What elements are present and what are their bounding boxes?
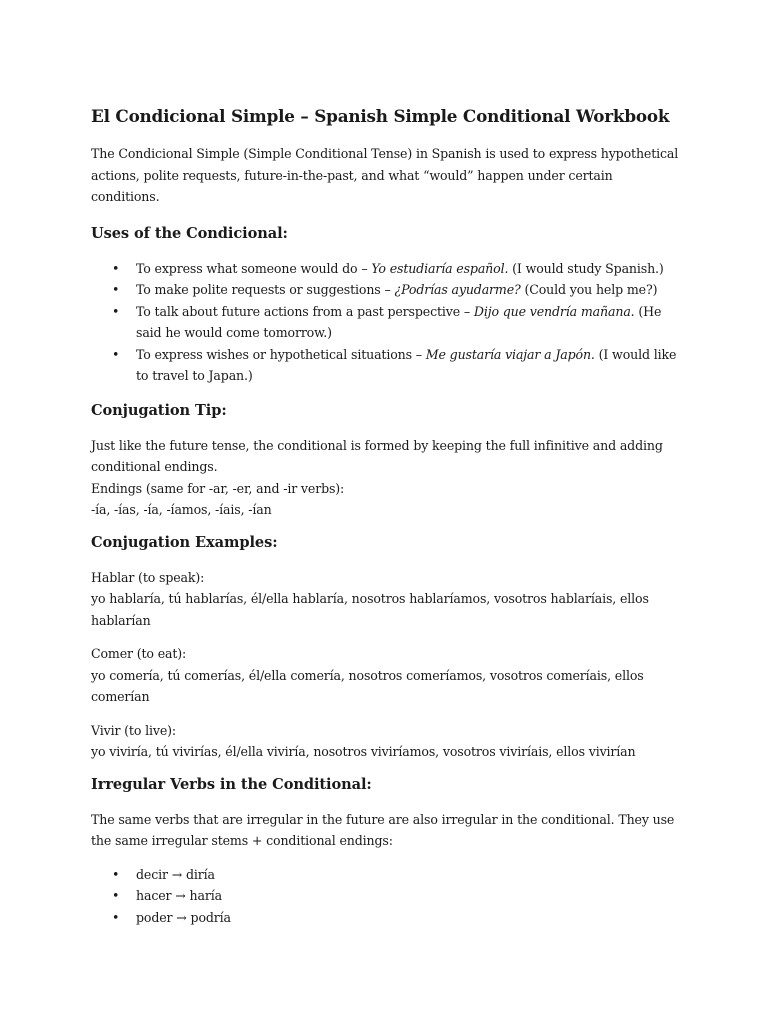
- verb-example-comer: [91, 643, 681, 708]
- bullet-icon: •: [112, 909, 120, 925]
- verb-forms: yo viviría, tú vivirías, él/ella viviría, nosotros viviríamos, vosotros viviríais, ellos vivirían: [91, 744, 636, 759]
- list-item: • hacer → haría: [91, 885, 681, 907]
- bullet-icon: •: [112, 282, 120, 297]
- uses-list: [91, 258, 681, 387]
- bullet-icon: •: [112, 346, 120, 362]
- list-item: • To talk about future actions from a past perspective – Dijo que vendría mañana. (He said he would come tomorrow.): [91, 301, 681, 344]
- verb-forms: yo hablaría, tú hablarías, él/ella hablaría, nosotros hablaríamos, vosotros hablaríais, ellos hablarían: [91, 591, 649, 628]
- irregular-paragraph: The same verbs that are irregular in the future are also irregular in the conditional. They use the same irregular stems + conditional endings:: [91, 811, 675, 848]
- bullet-icon: •: [112, 888, 120, 903]
- example-sentence: Yo estudiaría español.: [371, 260, 509, 276]
- list-item: • poder → podría: [91, 907, 681, 929]
- verb-label: Hablar (to speak):: [91, 569, 205, 585]
- document-page: [91, 104, 681, 942]
- tip-heading: Conjugation Tip:: [91, 401, 227, 419]
- tip-paragraph: Just like the future tense, the conditional is formed by keeping the full infinitive and adding conditional endings. Endings (same for -ar, -er, and -ir verbs): -ía, -ías, -ía, -íamos, -íais, -ían: [91, 437, 663, 517]
- list-item: • To express what someone would do – Yo estudiaría español. (I would study Spanish.): [91, 258, 681, 280]
- list-item: • To make polite requests or suggestions – ¿Podrías ayudarme? (Could you help me?): [91, 279, 681, 301]
- verb-forms: yo comería, tú comerías, él/ella comería, nosotros comeríamos, vosotros comeríais, ellos comerían: [91, 667, 644, 704]
- bullet-icon: •: [112, 260, 120, 276]
- intro-paragraph: The Condicional Simple (Simple Conditional Tense) in Spanish is used to express hypothetical actions, polite requests, future-in-the-past, and what “would” happen under certain conditions.: [91, 146, 679, 204]
- verb-example-hablar: [91, 567, 681, 632]
- bullet-icon: •: [112, 303, 120, 319]
- list-item: • To express wishes or hypothetical situations – Me gustaría viajar a Japón. (I would like to travel to Japan.): [91, 344, 681, 387]
- example-sentence: Me gustaría viajar a Japón.: [425, 346, 595, 362]
- document-title: El Condicional Simple – Spanish Simple Conditional Workbook: [91, 106, 670, 126]
- example-sentence: ¿Podrías ayudarme?: [394, 282, 521, 297]
- verb-label: Vivir (to live):: [91, 722, 177, 738]
- examples-heading: Conjugation Examples:: [91, 533, 278, 551]
- irregular-list: [91, 864, 681, 929]
- verb-example-vivir: [91, 720, 681, 763]
- uses-heading: Uses of the Condicional:: [91, 224, 288, 242]
- irregular-heading: Irregular Verbs in the Conditional:: [91, 775, 372, 793]
- verb-label: Comer (to eat):: [91, 646, 187, 661]
- bullet-icon: •: [112, 866, 120, 882]
- list-item: • decir → diría: [91, 864, 681, 886]
- example-sentence: Dijo que vendría mañana.: [473, 303, 635, 319]
